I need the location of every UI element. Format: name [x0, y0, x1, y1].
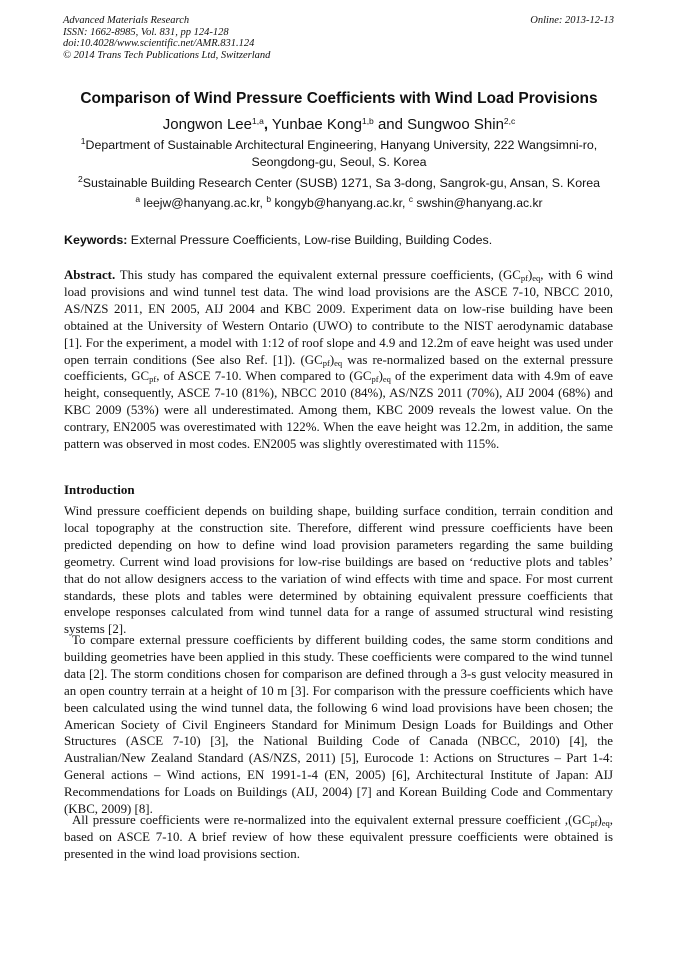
abstract-text: ) — [378, 369, 383, 384]
author-list — [0, 116, 678, 133]
abstract-text: ) — [329, 352, 335, 367]
introduction-paragraph-1: Wind pressure coefficient depends on building shape, building surface condition, terrain condition and local topography at the construction site. Therefore, different wind pressure coefficients have been predicted depending on how to define wind load provision parameters regarding the same building geometry. Current wind load provisions for low-rise buildings are based on ‘reductive plots and tables’ that do not allow designers access to the variation of wind effects with time and space. For most current standards, these plots and tables were determined by obtaining equivalent pressure coefficients that envelope responses calculated from wind tunnel data for a range of assumed structural wind resisting systems [2]. — [64, 504, 613, 637]
author-name: Yunbae Kong — [267, 116, 362, 133]
affiliation-2 — [40, 176, 638, 190]
abstract-label: Abstract. — [64, 268, 116, 282]
author-separator: , — [263, 116, 268, 133]
journal-name: Advanced Materials Research — [63, 15, 190, 26]
email-marker: c — [408, 194, 414, 204]
subscript: pf — [149, 374, 157, 385]
abstract-text: , with 6 wind load provisions and wind tunnel test data. The wind load provisions are the ASCE 7-10, NBCC 2010, AS/NZS 2011, EN 2005, AIJ 2004 and KBC 2009. Experiment data on low-rise building have been obtained at the University of Western Ontario (UWO) to contribute to the NIST aerodynamic database [1]. For the experiment, a model with 1:12 of roof slope and 4.9 and 12.2m of eave height was used under open terrain conditions (See also Ref. [1]). (GC — [64, 268, 613, 367]
affiliation-marker: 1 — [80, 136, 86, 146]
author-name: Jongwon Lee — [162, 116, 252, 133]
subscript: pf — [520, 273, 528, 283]
author-superscript: 1,a — [251, 116, 264, 126]
paragraph-text: , based on ASCE 7-10. A brief review of how these equivalent pressure coefficients were obtained is presented in the wind load provisions section. — [64, 813, 613, 861]
issn-line: ISSN: 1662-8985, Vol. 831, pp 124-128 — [63, 26, 229, 38]
author-conjunction: and — [373, 116, 408, 133]
introduction-heading: Introduction — [64, 482, 135, 497]
online-date: Online: 2013-12-13 — [530, 15, 614, 26]
email-address[interactable]: swshin@hanyang.ac.kr — [413, 196, 543, 210]
email-address[interactable]: kongyb@hanyang.ac.kr, — [271, 196, 409, 210]
affiliation-text: Sustainable Building Research Center (SUSB) 1271, Sa 3-dong, Sangrok-gu, Ansan, S. Korea — [82, 176, 600, 190]
author-name: Sungwoo Shin — [407, 116, 504, 133]
email-marker: b — [266, 194, 272, 204]
subscript: eq — [382, 374, 391, 385]
email-line — [0, 196, 678, 210]
subscript: eq — [532, 273, 541, 283]
abstract-text: was re-normalized based on the external pressure coefficients, GC — [64, 352, 613, 384]
subscript: pf — [322, 357, 330, 368]
abstract-text: ) — [527, 268, 533, 282]
abstract-text: This study has compared the equivalent external pressure coefficients, (GC — [115, 268, 521, 282]
email-marker: a — [135, 194, 141, 204]
introduction-paragraph-2: To compare external pressure coefficients by different building codes, the same storm conditions and building geometries have been applied in this study. These coefficients were compared to the wind tunnel data [2]. The storm conditions chosen for comparison are defined through a 3-s gust velocity measured in an open country terrain at a height of 10 m [3]. For comparison with the pressure coefficients which have been calculated using the wind tunnel data, the following 6 wind load provisions have been chosen; the American Society of Civil Engineers Standard for Minimum Design Loads for Buildings and Other Structures (ASCE 7-10) [3], the National Building Code of Canada (NBCC, 2010) [4], the Australian/New Zealand Standard (AS/NZS, 2011) [5], Eurocode 1: Actions on Structures – Part 1-4: General actions – Wind actions, EN 1991-1-4 (EN, 2005) [6], Architectural Institute of Japan: AIJ Recommendations for Loads on Buildings (AIJ, 2004) [7] and Korean Building Code and Commentary (KBC, 2009) [8]. — [64, 633, 613, 817]
keywords-line — [64, 233, 492, 247]
abstract-text: of the experiment data with 4.9m of eave height, consequently, ASCE 7-10 (81%), NBCC 2010 (84%), AS/NZS 2011 (70%), AIJ 2004 (68%) and KBC 2009 (53%) were all underestimated. Among them, KBC 2009 reveals the lowest value. On the contrary, EN2005 was overestimated with 122%. When the eave height was 12.2m, in addition, the same pattern was observed in most codes. EN2005 was slightly overestimated with 115%. — [64, 369, 613, 452]
affiliation-marker: 2 — [77, 174, 83, 184]
introduction-paragraph-3 — [64, 812, 613, 863]
keywords-text: External Pressure Coefficients, Low-rise Building, Building Codes. — [127, 233, 493, 247]
email-address[interactable]: leejw@hanyang.ac.kr, — [140, 196, 267, 210]
subscript: eq — [601, 818, 610, 828]
copyright-line: © 2014 Trans Tech Publications Ltd, Switzerland — [63, 49, 271, 61]
affiliation-text: Department of Sustainable Architectural Engineering, Hanyang University, 222 Wangsimni-ro, Seongdong-gu, Seoul, S. Korea — [85, 138, 598, 169]
affiliation-1 — [60, 137, 618, 171]
subscript: pf — [590, 818, 598, 828]
paragraph-text: All pressure coefficients were re-normalized into the equivalent external pressure coefficient ,(GC — [72, 813, 591, 827]
doi-line[interactable]: doi:10.4028/www.scientific.net/AMR.831.124 — [63, 38, 255, 49]
subscript: pf — [371, 374, 379, 385]
abstract-text: , of ASCE 7-10. When compared to (GC — [156, 369, 372, 384]
journal-header — [63, 15, 270, 61]
abstract-paragraph — [64, 267, 613, 453]
author-superscript: 1,b — [361, 116, 374, 126]
subscript: eq — [334, 357, 343, 368]
author-superscript: 2,c — [503, 116, 516, 126]
paper-title: Comparison of Wind Pressure Coefficients with Wind Load Provisions — [80, 90, 598, 107]
keywords-label: Keywords: — [64, 233, 128, 247]
paragraph-text: ) — [597, 813, 602, 827]
